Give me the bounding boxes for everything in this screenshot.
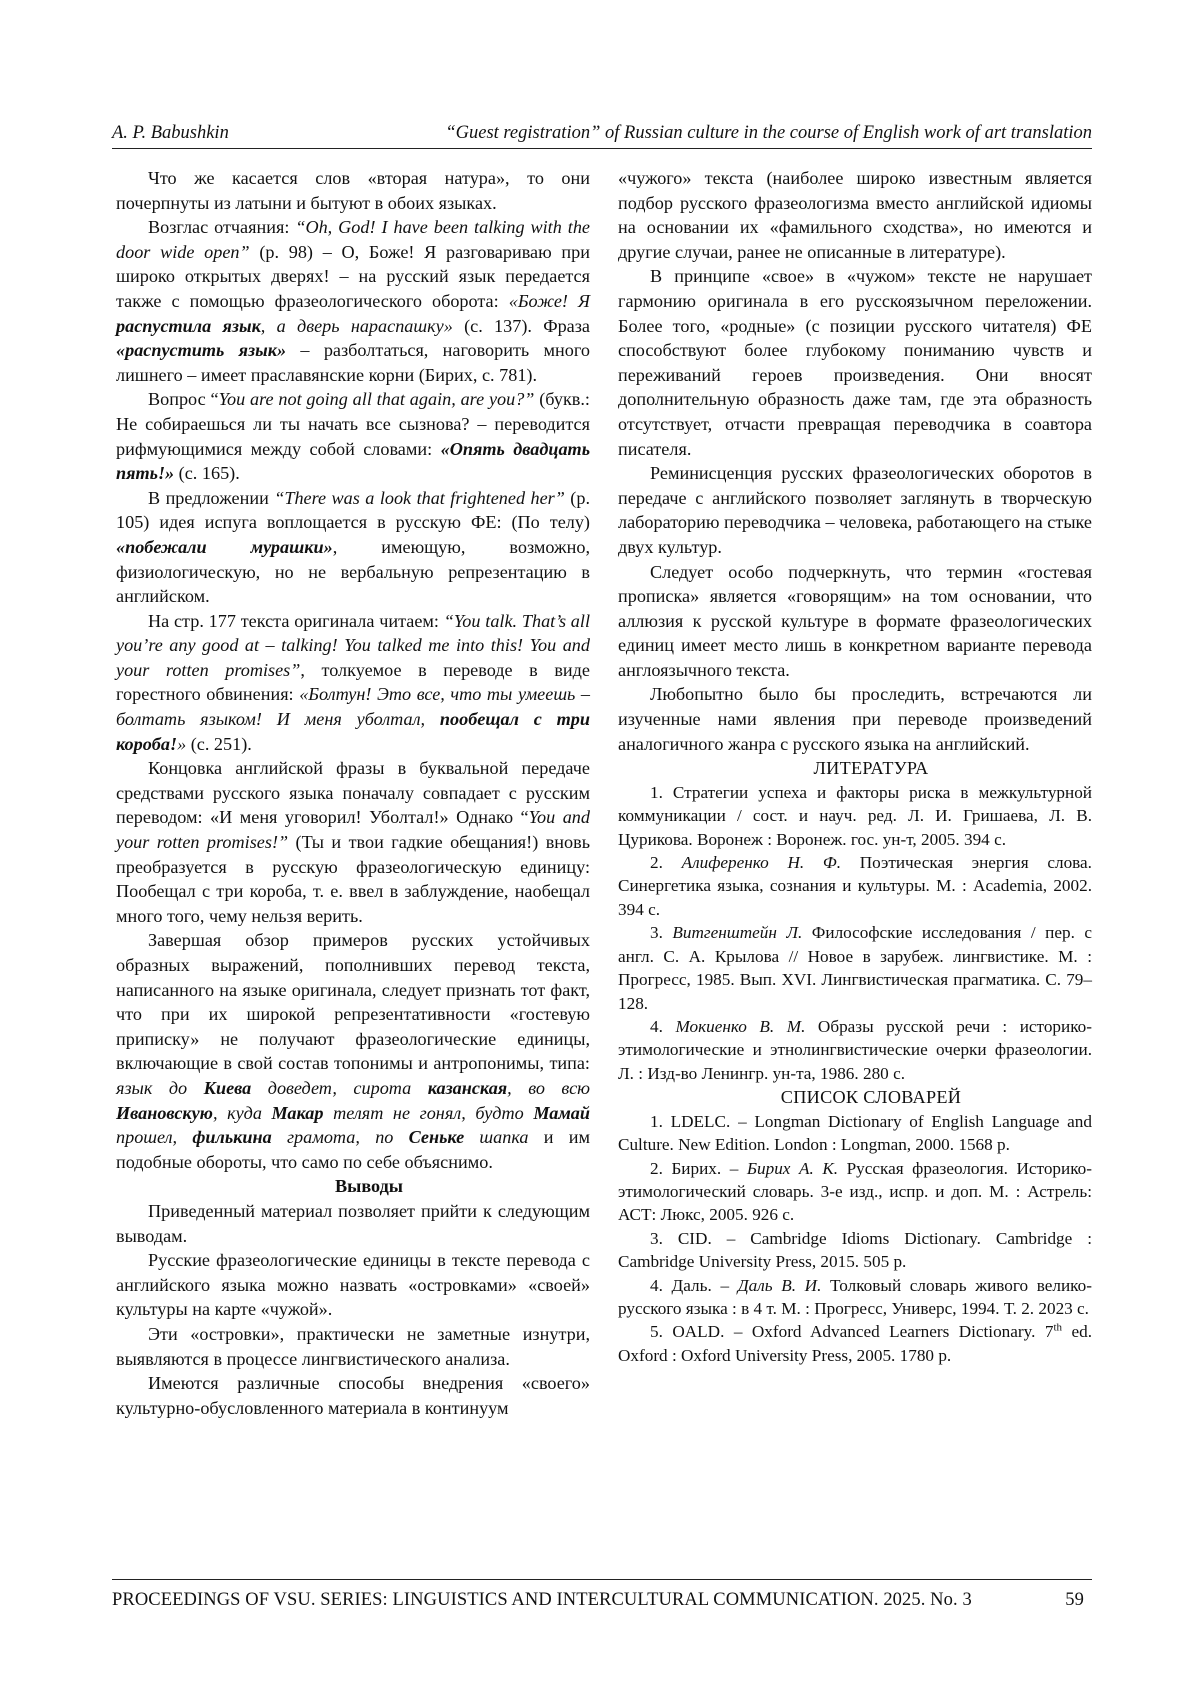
paragraph: В предложении “There was a look that frightened her” (p. 105) идея испуга воплощается в русскую ФЕ: (По телу) «побежали мурашки», имеющую, возможно, физиологическую, но не вербальную репрезентацию в английском. (116, 487, 590, 607)
header-author: A. P. Babushkin (112, 123, 229, 143)
footer-rule (112, 1579, 1092, 1580)
reference-item: 3. Витгенштейн Л. Философские исследования / пер. с англ. С. А. Крылова // Новое в зарубеж. лингвистике. М. : Прогресс, 1985. Вып. XVI. Лингвистическая прагматика. С. 79–128. (618, 923, 1092, 1013)
dictionary-item: 2. Бирих. – Бирих А. К. Русская фразеология. Историко-этимологический словарь. 3-е изд., испр. и доп. М. : Астрель: АСТ: Люкс, 2005. 926 с. (618, 1158, 1092, 1225)
paragraph: Реминисценция русских фразеологических оборотов в передаче с английского позволяет заглянуть в творческую лабораторию переводчика – человека, работающего на стыке двух культур. (618, 463, 1092, 557)
header-rule (112, 148, 1092, 149)
reference-item: 1. Стратегии успеха и факторы риска в межкультурной коммуникации / сост. и науч. ред. Л. И. Гришаева, Л. В. Цурикова. Воронеж : Воронеж. гос. ун-т, 2005. 394 с. (618, 782, 1092, 849)
paragraph: Имеются различные способы внедрения «своего» культурно-обусловленного материала в континуум (116, 1373, 590, 1418)
dictionaries-heading: СПИСОК СЛОВАРЕЙ (780, 1087, 962, 1108)
literature-heading: ЛИТЕРАТУРА (813, 758, 929, 779)
dictionary-item: 4. Даль. – Даль В. И. Толковый словарь живого велико-русского языка : в 4 т. М. : Прогресс, Универс, 1994. Т. 2. 2023 с. (618, 1275, 1092, 1318)
paragraph: Эти «островки», практически не заметные изнутри, выявляются в процессе лингвистического анализа. (116, 1323, 590, 1369)
paragraph: Русские фразеологические единицы в тексте перевода с английского языка можно назвать «островками» «своей» культуры на карте «чужой». (116, 1250, 590, 1320)
paragraph: Завершая обзор примеров русских устойчивых образных выражений, пополнивших перевод текста, написанного на языке оригинала, следует признать тот факт, что при их широкой репрезентативности «гостевую приписку» не получают фразеологические единицы, включающие в свой состав топонимы и антропонимы, типа: язык до Киева доведет, сирота казанская, во всю Ивановскую, куда Макар телят не гонял, будто Мамай прошел, филькина грамота, по Сеньке шапка и им подобные обороты, что само по себе объяснимо. (116, 930, 591, 1172)
reference-item: 4. Мокиенко В. М. Образы русской речи : историко-этимологические и этнолингвистические очерки фразеологии. Л. : Изд-во Ленингр. ун-та, 1986. 280 с. (618, 1016, 1092, 1083)
page-number: 59 (1065, 1590, 1084, 1610)
dictionary-item: 1. LDELC. – Longman Dictionary of English Language and Culture. New Edition. London : Longman, 2000. 1568 p. (618, 1111, 1092, 1155)
dictionary-item: 5. OALD. – Oxford Advanced Learners Dictionary. 7th ed. Oxford : Oxford University Press, 2005. 1780 p. (618, 1321, 1092, 1365)
paragraph: Вопрос “You are not going all that again, are you?” (букв.: Не собираешься ли ты начать все сызнова? – переводится рифмующимися между собой словами: «Опять двадцать пять!» (с. 165). (116, 389, 591, 484)
left-column (116, 166, 590, 1420)
conclusions-heading: Выводы (335, 1176, 403, 1197)
paragraph: В принципе «свое» в «чужом» тексте не нарушает гармонию оригинала в его русскоязычном переложении. Более того, «родные» (с позиции русского читателя) ФЕ способствуют более глубокому пониманию чувств и переживаний героев произведения. Они вносят дополнительную образность даже там, где эта образность отсутствует, отчасти превращая переводчика в соавтора писателя. (618, 266, 1092, 459)
paragraph: Следует особо подчеркнуть, что термин «гостевая прописка» является «говорящим» на том основании, что аллюзия к русской культуре в формате фразеологических единиц имеет место лишь в конкретном варианте перевода англоязычного текста. (618, 561, 1092, 680)
paragraph: «чужого» текста (наиболее широко известным является подбор русского фразеологизма вместо английской идиомы на основании их «фамильного сходства», но имеются и другие случаи, ранее не описанные в литературе). (618, 168, 1092, 262)
header-article-title: “Guest registration” of Russian culture in the course of English work of art translation (445, 123, 1092, 143)
footer-journal-title: PROCEEDINGS OF VSU. SERIES: LINGUISTICS AND INTERCULTURAL COMMUNICATION. 2025. No. 3 (112, 1590, 972, 1610)
paragraph: На стр. 177 текста оригинала читаем: “You talk. That’s all you’re any good at – talking! You talked me into this! You and your rotten promises”, толкуемое в переводе в виде горестного обвинения: «Болтун! Это все, что ты умеешь – болтать языком! И меня уболтал, пообещал с три короба!» (с. 251). (116, 610, 591, 754)
right-column (618, 166, 1092, 1367)
dictionary-item: 3. CID. – Cambridge Idioms Dictionary. Cambridge : Cambridge University Press, 2015. 505 p. (618, 1228, 1092, 1272)
reference-item: 2. Алиференко Н. Ф. Поэтическая энергия слова. Синергетика языка, сознания и культуры. М. : Academia, 2002. 394 с. (618, 853, 1092, 919)
paragraph: Любопытно было бы проследить, встречаются ли изученные нами явления при переводе произведений аналогичного жанра с русского языка на английский. (618, 684, 1092, 754)
paragraph: Что же касается слов «вторая натура», то они почерпнуты из латыни и бытуют в обоих языках. (116, 168, 590, 213)
paragraph: Возглас отчаяния: “Oh, God! I have been talking with the door wide open” (p. 98) – О, Боже! Я разговариваю при широко открытых дверях! – на русский язык передается также с помощью фразеологического оборота: «Боже! Я распустила язык, а дверь нараспашку» (с. 137). Фраза «распустить язык» – разболтаться, наговорить много лишнего – имеет праславянские корни (Бирих, с. 781). (116, 217, 590, 385)
paragraph: Приведенный материал позволяет прийти к следующим выводам. (116, 1200, 590, 1246)
paragraph: Концовка английской фразы в буквальной передаче средствами русского языка поначалу совпадает с русским переводом: «И меня уговорил! Уболтал!» Однако “You and your rotten promises!” (Ты и твои гадкие обещания!) вновь преобразуется в русскую фразеологическую единицу: Пообещал с три короба, т. е. ввел в заблуждение, наобещал много того, чему нельзя верить. (116, 758, 590, 926)
